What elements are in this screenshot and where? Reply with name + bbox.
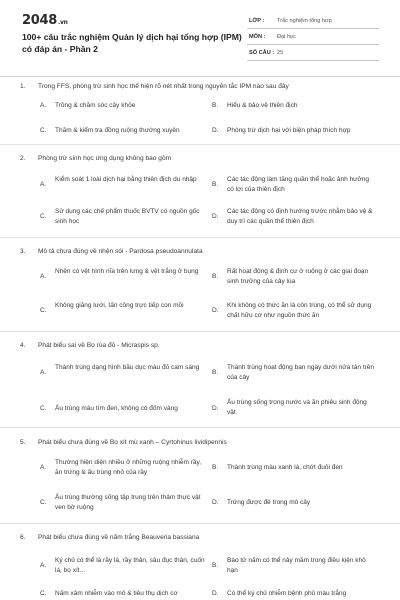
option-text: Bào tử nấm có thể nảy mầm trong điều kiện khô hạn: [227, 557, 366, 574]
option-text: Thành trùng dạng hình bầu dục màu đỏ cam sáng: [55, 364, 200, 371]
question-text: Phát biểu chưa đúng về nấm trắng Beauveria bassiana: [38, 534, 200, 541]
option-text: Có thể ký chủ nhiễm bệnh phủ màu trắng: [227, 590, 347, 597]
question-stem: [20, 154, 171, 163]
option-letter: D.: [212, 213, 219, 220]
option-letter: A.: [40, 102, 47, 109]
question-text: Mô tả chưa đúng về nhện sói - Pardosa pseudoannulata: [38, 248, 203, 255]
option-text: Không giăng lưới, tấn công trực tiếp con mồi: [55, 302, 184, 309]
meta-label: LỚP :: [249, 18, 265, 24]
option-letter: D.: [212, 127, 219, 134]
logo-suffix: .vn: [57, 19, 68, 26]
site-logo[interactable]: [22, 13, 68, 28]
meta-label: SỐ CÂU :: [249, 50, 275, 56]
question-text: Trong FFS, phòng trừ sinh học thể hiện rõ nét nhất trong nguyên tắc IPM nào sau đây: [38, 83, 289, 90]
header-divider: [0, 76, 400, 77]
option-letter: D.: [212, 405, 219, 412]
question-stem: [20, 341, 160, 350]
question-stem: [20, 82, 289, 91]
question-divider: [0, 237, 400, 238]
option-letter: C.: [40, 405, 47, 412]
meta-value: Trắc nghiệm tổng hợp: [277, 18, 332, 24]
option-text: Phòng trừ dịch hại với biện pháp thích hợp: [227, 127, 351, 134]
meta-info: [247, 14, 379, 62]
option-text: Khi không có thức ăn là côn trùng, có thể sử dụng chất hữu cơ như nguồn thức ăn: [227, 302, 372, 319]
option-text: Ấu trùng màu tím đen, không có đốm vàng: [55, 405, 178, 412]
option-text: Trồng & chăm sóc cây khỏe: [55, 102, 136, 109]
meta-value: Đại học: [277, 34, 296, 40]
question-number: 4.: [20, 342, 26, 349]
question-number: 3.: [20, 248, 26, 255]
option-letter: D.: [212, 499, 219, 506]
question-text: Phát biểu sai về Bọ rùa đỏ - Micraspis sp.: [38, 342, 160, 349]
question-divider: [0, 523, 400, 524]
option-letter: C.: [40, 590, 47, 597]
question-divider: [0, 427, 400, 428]
meta-row-count: [247, 46, 379, 61]
document-header: [0, 0, 400, 72]
option-text: Thành trùng màu xanh lá, chớt đuôi đen: [227, 464, 343, 471]
option-text: Thường hiện diện nhiều ở những ruộng nhiễm rầy, ăn trứng & ấu trùng nhỏ của rầy: [55, 459, 202, 476]
option-letter: A.: [40, 464, 47, 471]
option-letter: C.: [40, 127, 47, 134]
question-stem: [20, 247, 203, 256]
option-text: Các tác động có định hướng trước nhằm bảo vệ & duy trì các quần thể thiên địch: [227, 208, 373, 225]
question-text: Phát biểu chưa đúng về Bọ xít mù xanh – Cyrtohinus lividipennis: [38, 439, 227, 446]
document-title: 100+ câu trắc nghiệm Quản lý dịch hại tổng hợp (IPM) có đáp án - Phần 2: [22, 32, 242, 54]
option-text: Sử dụng các chế phẩm thuốc BVTV có nguồn gốc sinh học: [55, 208, 200, 225]
option-letter: D.: [212, 307, 219, 314]
option-text: Ấu trùng sống trong nước và ăn phiêu sinh động vật: [227, 399, 367, 416]
question-number: 2.: [20, 155, 26, 162]
option-letter: B.: [212, 562, 219, 569]
question-number: 5.: [20, 439, 26, 446]
logo-main: 2048: [22, 13, 57, 28]
option-text: Rất hoạt động & định cư ở ruộng ở các giai đoạn sinh trưởng của cây lúa: [227, 268, 369, 285]
question-text: Phòng trừ sinh học ứng dụng không bao gồm: [38, 155, 172, 162]
option-letter: A.: [40, 562, 47, 569]
option-letter: B.: [212, 369, 219, 376]
option-text: Các tác động làm tăng quần thể hoặc ảnh hưởng có lợi của thiên địch: [227, 176, 369, 193]
question-number: 1.: [20, 83, 26, 90]
option-letter: B.: [212, 181, 219, 188]
question-divider: [0, 144, 400, 145]
meta-value: 25: [277, 50, 284, 56]
option-letter: B.: [212, 273, 219, 280]
meta-row-subject: [247, 30, 379, 45]
option-text: Trứng được đẻ trong mô cây: [227, 499, 311, 506]
option-text: Ấu trùng thường sống tập trung trên thảm thực vật ven bờ ruộng: [55, 494, 201, 511]
option-text: Thăm & kiểm tra đồng ruộng thường xuyên: [55, 127, 180, 134]
option-letter: C.: [40, 499, 47, 506]
option-text: Nấm xâm nhiễm vào mô & tiêu thụ dịch cơ: [55, 590, 178, 597]
question-number: 6.: [20, 534, 26, 541]
option-letter: C.: [40, 213, 47, 220]
meta-row-class: [247, 14, 379, 29]
option-letter: A.: [40, 181, 47, 188]
question-stem: [20, 438, 227, 447]
question-stem: [20, 533, 199, 542]
option-letter: A.: [40, 369, 47, 376]
option-text: Ký chủ có thể là rầy lá, rầy thân, sâu đục thân, cuốn lá, bọ xít...: [55, 557, 205, 574]
option-text: Hiểu & bảo vệ thiên địch: [227, 102, 298, 109]
meta-label: MÔN :: [249, 34, 266, 40]
option-letter: B.: [212, 102, 219, 109]
option-letter: C.: [40, 307, 47, 314]
option-text: Kiểm soát 1 loài dịch hại bằng thiên địch du nhập: [55, 176, 197, 183]
option-letter: B.: [212, 464, 219, 471]
option-letter: D.: [212, 590, 219, 597]
option-text: Nhện có vệt hình nĩa trên lưng & vệt trắng ở bụng: [55, 268, 199, 275]
option-text: Thành trùng hoạt động ban ngày dưới nửa tán trên của cây: [227, 364, 375, 381]
question-divider: [0, 331, 400, 332]
option-letter: A.: [40, 273, 47, 280]
